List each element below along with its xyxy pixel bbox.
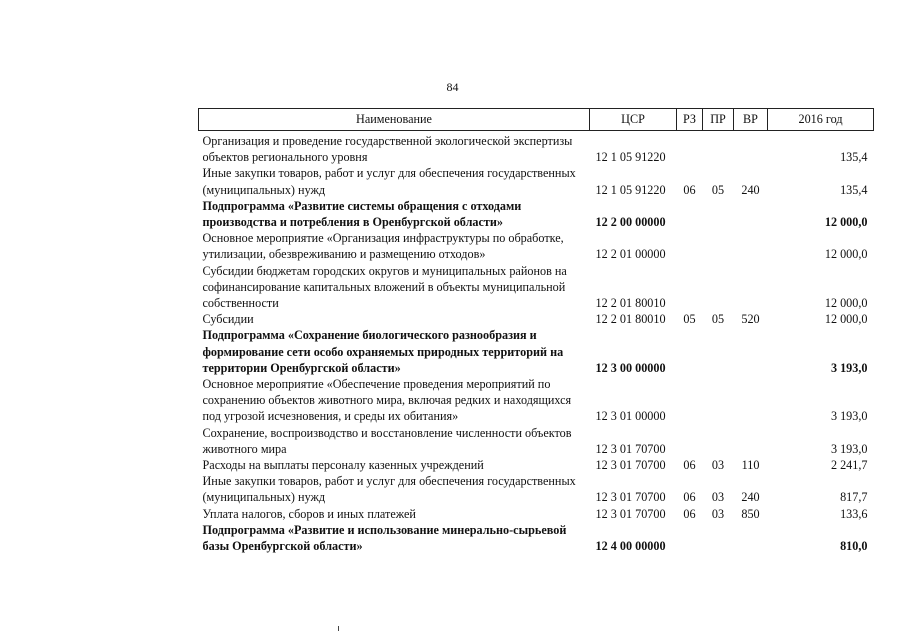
row-vr bbox=[734, 198, 768, 230]
row-csr: 12 3 01 70700 bbox=[595, 490, 666, 505]
row-csr: 12 3 01 00000 bbox=[595, 409, 666, 424]
row-pr: 05 bbox=[711, 312, 725, 327]
row-name: Иные закупки товаров, работ и услуг для обеспечения государственных (муниципальных) нужд bbox=[202, 166, 576, 197]
row-rz: 06 bbox=[683, 490, 696, 505]
table-row bbox=[199, 376, 874, 425]
row-rz bbox=[677, 376, 703, 425]
row-name: Субсидии bbox=[202, 312, 254, 327]
table-row bbox=[199, 311, 874, 327]
row-amount: 135,4 bbox=[840, 182, 868, 197]
row-name: Подпрограмма «Развитие системы обращения с отходами производства и потребления в Оренбургской области» bbox=[202, 198, 522, 230]
row-vr: 520 bbox=[741, 312, 760, 327]
row-vr bbox=[734, 327, 768, 376]
row-name: Уплата налогов, сборов и иных платежей bbox=[202, 506, 416, 521]
page-number: 84 bbox=[446, 80, 459, 94]
scan-mark bbox=[338, 626, 339, 631]
row-name: Субсидии бюджетам городских округов и муниципальных районов на софинансирование капитальных вложений в объекты муниципальной собственности bbox=[202, 263, 567, 311]
row-rz bbox=[677, 522, 703, 554]
row-csr: 12 3 01 70700 bbox=[595, 506, 666, 521]
table-row bbox=[199, 457, 874, 473]
row-rz bbox=[677, 425, 703, 457]
header-csr: ЦСР bbox=[590, 109, 677, 131]
header-pr: ПР bbox=[703, 109, 734, 131]
table-body bbox=[199, 131, 874, 555]
row-vr: 850 bbox=[741, 506, 760, 521]
header-name: Наименование bbox=[199, 109, 590, 131]
row-vr bbox=[734, 131, 768, 166]
table-row bbox=[199, 263, 874, 312]
row-csr: 12 3 01 70700 bbox=[595, 441, 666, 456]
row-pr: 03 bbox=[711, 490, 725, 505]
table-row bbox=[199, 131, 874, 166]
row-csr: 12 2 00 00000 bbox=[595, 215, 666, 230]
row-csr: 12 1 05 91220 bbox=[595, 150, 666, 165]
row-rz bbox=[677, 327, 703, 376]
row-pr bbox=[703, 230, 734, 262]
row-csr: 12 1 05 91220 bbox=[595, 182, 666, 197]
row-amount: 12 000,0 bbox=[824, 296, 868, 311]
row-name: Основное мероприятие «Обеспечение проведения мероприятий по сохранению объектов животного мира, включая редких и находящихся под угрозой исчезновения, и среды их обитания» bbox=[202, 377, 572, 424]
row-amount: 12 000,0 bbox=[824, 312, 868, 327]
row-csr: 12 3 00 00000 bbox=[595, 360, 666, 375]
table-header bbox=[199, 109, 874, 131]
row-csr: 12 2 01 80010 bbox=[595, 296, 666, 311]
row-rz: 05 bbox=[683, 312, 696, 327]
row-name: Подпрограмма «Развитие и использование минерально-сырьевой базы Оренбургской области» bbox=[202, 522, 567, 554]
header-rz: РЗ bbox=[677, 109, 703, 131]
row-name: Расходы на выплаты персоналу казенных учреждений bbox=[202, 458, 484, 473]
row-pr: 03 bbox=[711, 458, 725, 473]
table-row bbox=[199, 165, 874, 197]
row-vr: 240 bbox=[741, 182, 760, 197]
row-name: Подпрограмма «Сохранение биологического разнообразия и формирование сети особо охраняемых природных территорий на территории Оренбургской области» bbox=[202, 328, 564, 375]
row-pr bbox=[703, 327, 734, 376]
row-vr bbox=[734, 425, 768, 457]
row-pr: 03 bbox=[711, 506, 725, 521]
row-csr: 12 2 01 80010 bbox=[595, 312, 666, 327]
row-name: Иные закупки товаров, работ и услуг для обеспечения государственных (муниципальных) нужд bbox=[202, 474, 576, 505]
row-vr bbox=[734, 263, 768, 312]
row-amount: 3 193,0 bbox=[830, 360, 868, 375]
row-pr bbox=[703, 376, 734, 425]
table-row bbox=[199, 327, 874, 376]
row-vr: 110 bbox=[741, 458, 760, 473]
table-row bbox=[199, 425, 874, 457]
row-rz: 06 bbox=[683, 458, 696, 473]
table-row bbox=[199, 522, 874, 554]
row-amount: 12 000,0 bbox=[824, 215, 868, 230]
row-amount: 12 000,0 bbox=[824, 247, 868, 262]
row-pr bbox=[703, 131, 734, 166]
row-vr bbox=[734, 230, 768, 262]
table-row bbox=[199, 230, 874, 262]
row-rz bbox=[677, 131, 703, 166]
header-vr: ВР bbox=[734, 109, 768, 131]
row-rz bbox=[677, 263, 703, 312]
row-pr: 05 bbox=[711, 182, 725, 197]
row-amount: 817,7 bbox=[840, 490, 868, 505]
row-csr: 12 3 01 70700 bbox=[595, 458, 666, 473]
row-rz bbox=[677, 198, 703, 230]
row-csr: 12 4 00 00000 bbox=[595, 539, 666, 554]
row-amount: 810,0 bbox=[840, 539, 868, 554]
row-rz: 06 bbox=[683, 182, 696, 197]
row-pr bbox=[703, 425, 734, 457]
row-name: Организация и проведение государственной экологической экспертизы объектов регионального уровня bbox=[202, 134, 573, 165]
row-rz bbox=[677, 230, 703, 262]
row-vr: 240 bbox=[741, 490, 760, 505]
budget-table bbox=[198, 108, 874, 554]
table-row bbox=[199, 473, 874, 505]
row-name: Сохранение, воспроизводство и восстановление численности объектов животного мира bbox=[202, 425, 572, 456]
row-amount: 2 241,7 bbox=[830, 458, 868, 473]
row-name: Основное мероприятие «Организация инфраструктуры по обработке, утилизации, обезвреживанию и размещению отходов» bbox=[202, 231, 564, 262]
header-year: 2016 год bbox=[768, 109, 874, 131]
row-csr: 12 2 01 00000 bbox=[595, 247, 666, 262]
row-amount: 135,4 bbox=[840, 150, 868, 165]
row-amount: 3 193,0 bbox=[830, 441, 868, 456]
row-vr bbox=[734, 376, 768, 425]
row-pr bbox=[703, 522, 734, 554]
row-vr bbox=[734, 522, 768, 554]
row-rz: 06 bbox=[683, 506, 696, 521]
table-row bbox=[199, 506, 874, 522]
row-amount: 3 193,0 bbox=[830, 409, 868, 424]
row-pr bbox=[703, 263, 734, 312]
row-amount: 133,6 bbox=[840, 506, 868, 521]
row-pr bbox=[703, 198, 734, 230]
table-row bbox=[199, 198, 874, 230]
